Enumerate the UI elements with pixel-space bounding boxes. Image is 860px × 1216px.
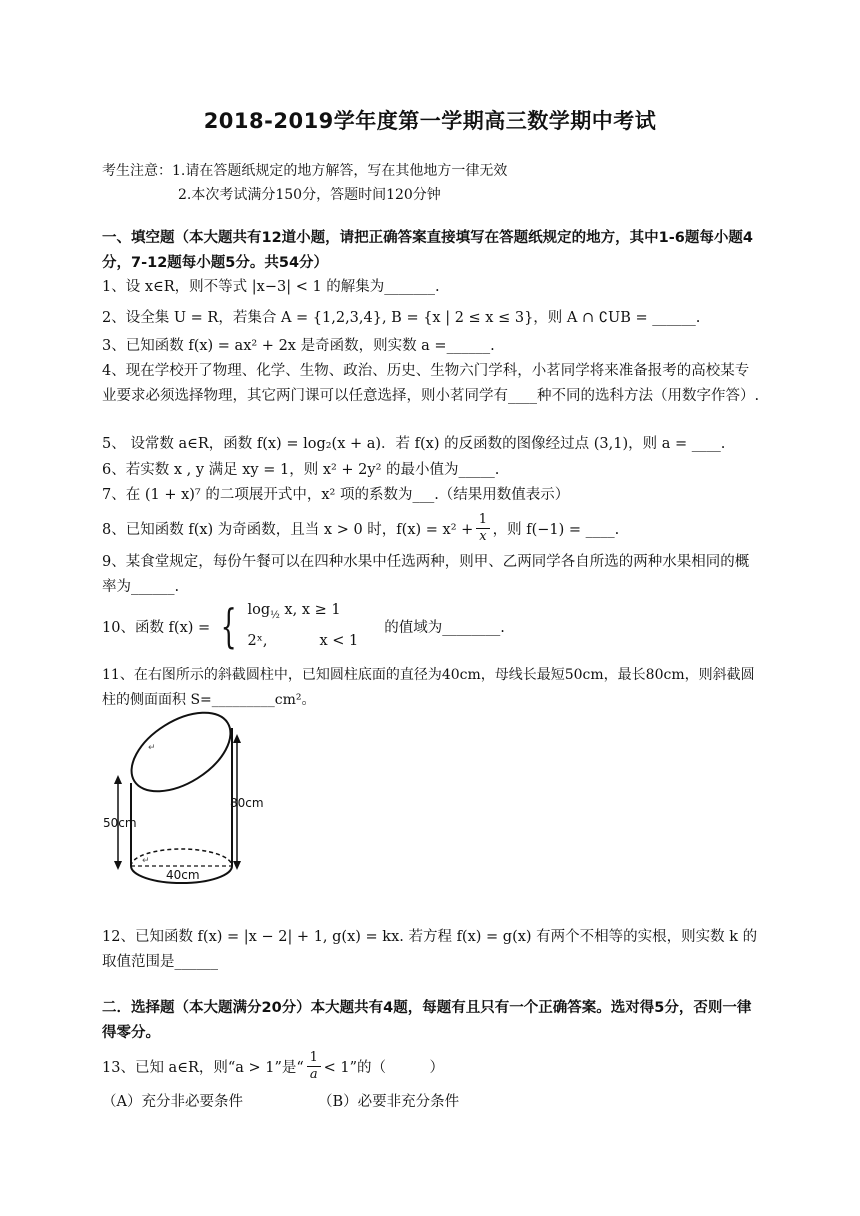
question-13-fraction — [307, 1050, 321, 1083]
question-13 — [102, 1045, 444, 1087]
question-13-text-before: 13、已知 a∈R，则“a > 1”是“ — [102, 1059, 304, 1076]
question-10-case-2 — [247, 628, 358, 655]
question-4: 4、现在学校开了物理、化学、生物、政治、历史、生物六门学科，小茗同学将来准备报考的高校某专业要求必须选择物理，其它两门课可以任意选择，则小茗同学有____种不同的选科方法（用数字作答）. — [102, 363, 760, 404]
section-choice-header: 二．选择题（本大题满分20分）本大题共有4题，每题有且只有一个正确答案。选对得5分，否则一律得零分。 — [102, 1000, 752, 1041]
oblique-cylinder-figure — [100, 700, 270, 915]
question-10-case-1 — [247, 597, 358, 629]
label-short-height: 50cm — [103, 816, 137, 830]
question-8-text-before: 8、已知函数 f(x) 为奇函数，且当 x > 0 时，f(x) = x² + — [102, 521, 474, 538]
label-diameter: 40cm — [166, 868, 200, 882]
long-arrow-head-top — [233, 734, 241, 743]
question-10-case-1-rest: x, x ≥ 1 — [279, 601, 341, 618]
question-13-fraction-denominator: a — [307, 1066, 321, 1083]
question-9: 9、某食堂规定，每份午餐可以在四种水果中任选两种，则甲、乙两同学各自所选的两种水果相同的概率为______. — [102, 554, 750, 595]
question-10-case-2-expr: 2ˣ, — [247, 633, 268, 650]
question-5: 5、 设常数 a∈R，函数 f(x) = log₂(x + a)．若 f(x) 的反函数的图像经过点 (3,1)，则 a = ____. — [102, 436, 726, 452]
page-title: 2018-2019学年度第一学期高三数学期中考试 — [203, 109, 657, 133]
option-a: （A）充分非必要条件 — [102, 1094, 243, 1110]
question-11: 11、在右图所示的斜截圆柱中，已知圆柱底面的直径为40cm，母线长最短50cm，最长80cm，则斜截圆柱的侧面面积 S=_________cm²。 — [102, 667, 755, 708]
question-8-text-after: ，则 f(−1) = ____. — [492, 521, 620, 538]
question-12: 12、已知函数 f(x) = |x − 2| + 1, g(x) = kx. 若方程 f(x) = g(x) 有两个不相等的实根，则实数 k 的取值范围是______ — [102, 929, 758, 970]
question-10-case-2-cond: x < 1 — [319, 633, 359, 650]
question-10-prefix: 10、函数 f(x) = — [102, 619, 211, 636]
paragraph-mark: ↵ — [142, 856, 150, 866]
question-8-fraction-numerator: 1 — [478, 511, 488, 527]
notice-line-1: 1.请在答题纸规定的地方解答，写在其他地方一律无效 — [172, 163, 508, 179]
paragraph-mark: ↵ — [148, 743, 156, 753]
question-3: 3、已知函数 f(x) = ax² + 2x 是奇函数，则实数 a =______. — [102, 338, 495, 354]
notice-label: 考生注意： — [102, 163, 172, 179]
question-6: 6、若实数 x , y 满足 xy = 1，则 x² + 2y² 的最小值为_____. — [102, 462, 500, 478]
long-arrow-head-bottom — [233, 861, 241, 870]
question-8 — [102, 508, 619, 548]
question-2: 2、设全集 U = R，若集合 A = {1,2,3,4}, B = {x | 2 ≤ x ≤ 3}，则 A ∩ ∁UB = ______. — [102, 310, 701, 326]
option-b: （B）必要非充分条件 — [318, 1094, 460, 1110]
question-8-fraction-denominator: x — [476, 528, 489, 545]
top-ellipse — [118, 700, 244, 807]
question-8-fraction — [476, 512, 489, 545]
short-arrow-head-top — [114, 775, 122, 784]
short-arrow-head-bottom — [114, 861, 122, 870]
label-long-height: 80cm — [230, 796, 264, 810]
question-10-case-1-sub: ½ — [270, 609, 280, 621]
question-7: 7、在 (1 + x)⁷ 的二项展开式中，x² 项的系数为___.（结果用数值表示） — [102, 487, 570, 503]
section-fill-in-header: 一、填空题（本大题共有12道小题，请把正确答案直接填写在答题纸规定的地方，其中1-6题每小题4分，7-12题每小题5分。共54分） — [102, 230, 753, 271]
brace-symbol: { — [220, 599, 237, 653]
notice-line-2: 2.本次考试满分150分，答题时间120分钟 — [178, 187, 441, 203]
question-10-piecewise-cases — [247, 597, 358, 656]
question-13-text-after: < 1”的（ ） — [323, 1059, 445, 1076]
question-10-case-1-expr: log — [247, 601, 271, 618]
question-13-fraction-numerator: 1 — [309, 1049, 318, 1065]
question-10-suffix: 的值域为________. — [384, 619, 505, 636]
question-1: 1、设 x∈R，则不等式 |x−3| < 1 的解集为_______. — [102, 279, 440, 295]
question-10 — [102, 598, 505, 654]
